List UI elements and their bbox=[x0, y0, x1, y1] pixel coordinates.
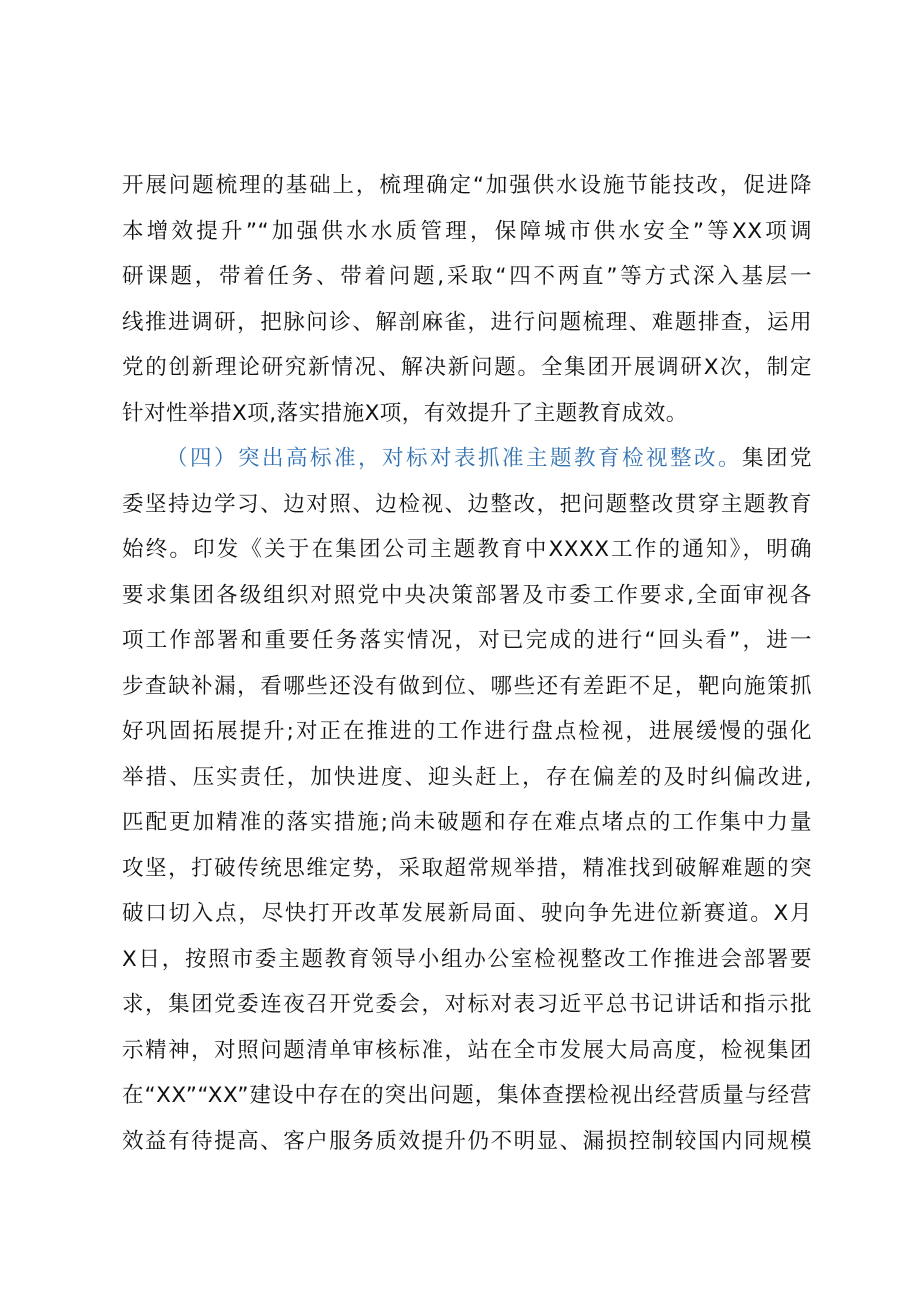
text-line: 开展问题梳理的基础上，梳理确定“加强供水设施节能技改，促进降 bbox=[122, 173, 812, 198]
text-line: 本增效提升”“加强供水水质管理，保障城市供水安全”等XX项调 bbox=[122, 218, 812, 244]
text-line: 始终。印发《关于在集团公司主题教育中XXXX工作的通知》，明确 bbox=[122, 537, 812, 562]
text-line: X日，按照市委主题教育领导小组办公室检视整改工作推进会部署要 bbox=[122, 946, 812, 972]
paragraph-1 bbox=[122, 163, 812, 436]
text-line: 匹配更加精准的落实措施;尚未破题和存在难点堵点的工作集中力量 bbox=[122, 810, 812, 835]
paragraph-2 bbox=[122, 436, 812, 1164]
text-line: 党的创新理论研究新情况、解决新问题。全集团开展调研X次，制定 bbox=[122, 355, 812, 380]
text-line: 举措、压实责任，加快进度、迎头赶上，存在偏差的及时纠偏改进, bbox=[122, 764, 812, 790]
paragraph-2-first-line bbox=[122, 436, 812, 482]
text-line: 线推进调研，把脉问诊、解剖麻雀，进行问题梳理、难题排查，运用 bbox=[122, 309, 812, 335]
text-line: 项工作部署和重要任务落实情况，对已完成的进行“回头看”，进一 bbox=[122, 628, 812, 653]
text-line: 好巩固拓展提升;对正在推进的工作进行盘点检视，进展缓慢的强化 bbox=[122, 719, 812, 744]
text-line: 委坚持边学习、边对照、边检视、边整改，把问题整改贯穿主题教育 bbox=[122, 491, 812, 517]
text-line: 求，集团党委连夜召开党委会，对标对表习近平总书记讲话和指示批 bbox=[122, 992, 812, 1017]
text-line: 要求集团各级组织对照党中央决策部署及市委工作要求,全面审视各 bbox=[122, 582, 812, 608]
text-line: 针对性举措X项,落实措施X项，有效提升了主题教育成效。 bbox=[122, 400, 688, 426]
text-line: 在“XX”“XX”建设中存在的突出问题，集体查摆检视出经营质量与经营 bbox=[122, 1083, 812, 1108]
text-line: 示精神，对照问题清单审核标准，站在全市发展大局高度，检视集团 bbox=[122, 1037, 812, 1063]
text-line: 破口切入点，尽快打开改革发展新局面、驶向争先进位新赛道。X月 bbox=[122, 901, 812, 926]
text-line: 步查缺补漏，看哪些还没有做到位、哪些还有差距不足，靶向施策抓 bbox=[122, 673, 812, 699]
text-line: 效益有待提高、客户服务质效提升仍不明显、漏损控制较国内同规模 bbox=[122, 1128, 812, 1154]
section-heading: （四）突出高标准，对标对表抓准主题教育检视整改。 bbox=[166, 446, 742, 471]
text-line: 攻坚，打破传统思维定势，采取超常规举措，精准找到破解难题的突 bbox=[122, 855, 812, 881]
text-segment: 集团党 bbox=[741, 446, 812, 471]
text-line: 研课题，带着任务、带着问题,采取“四不两直”等方式深入基层一 bbox=[122, 264, 812, 289]
document-body bbox=[122, 163, 812, 1164]
